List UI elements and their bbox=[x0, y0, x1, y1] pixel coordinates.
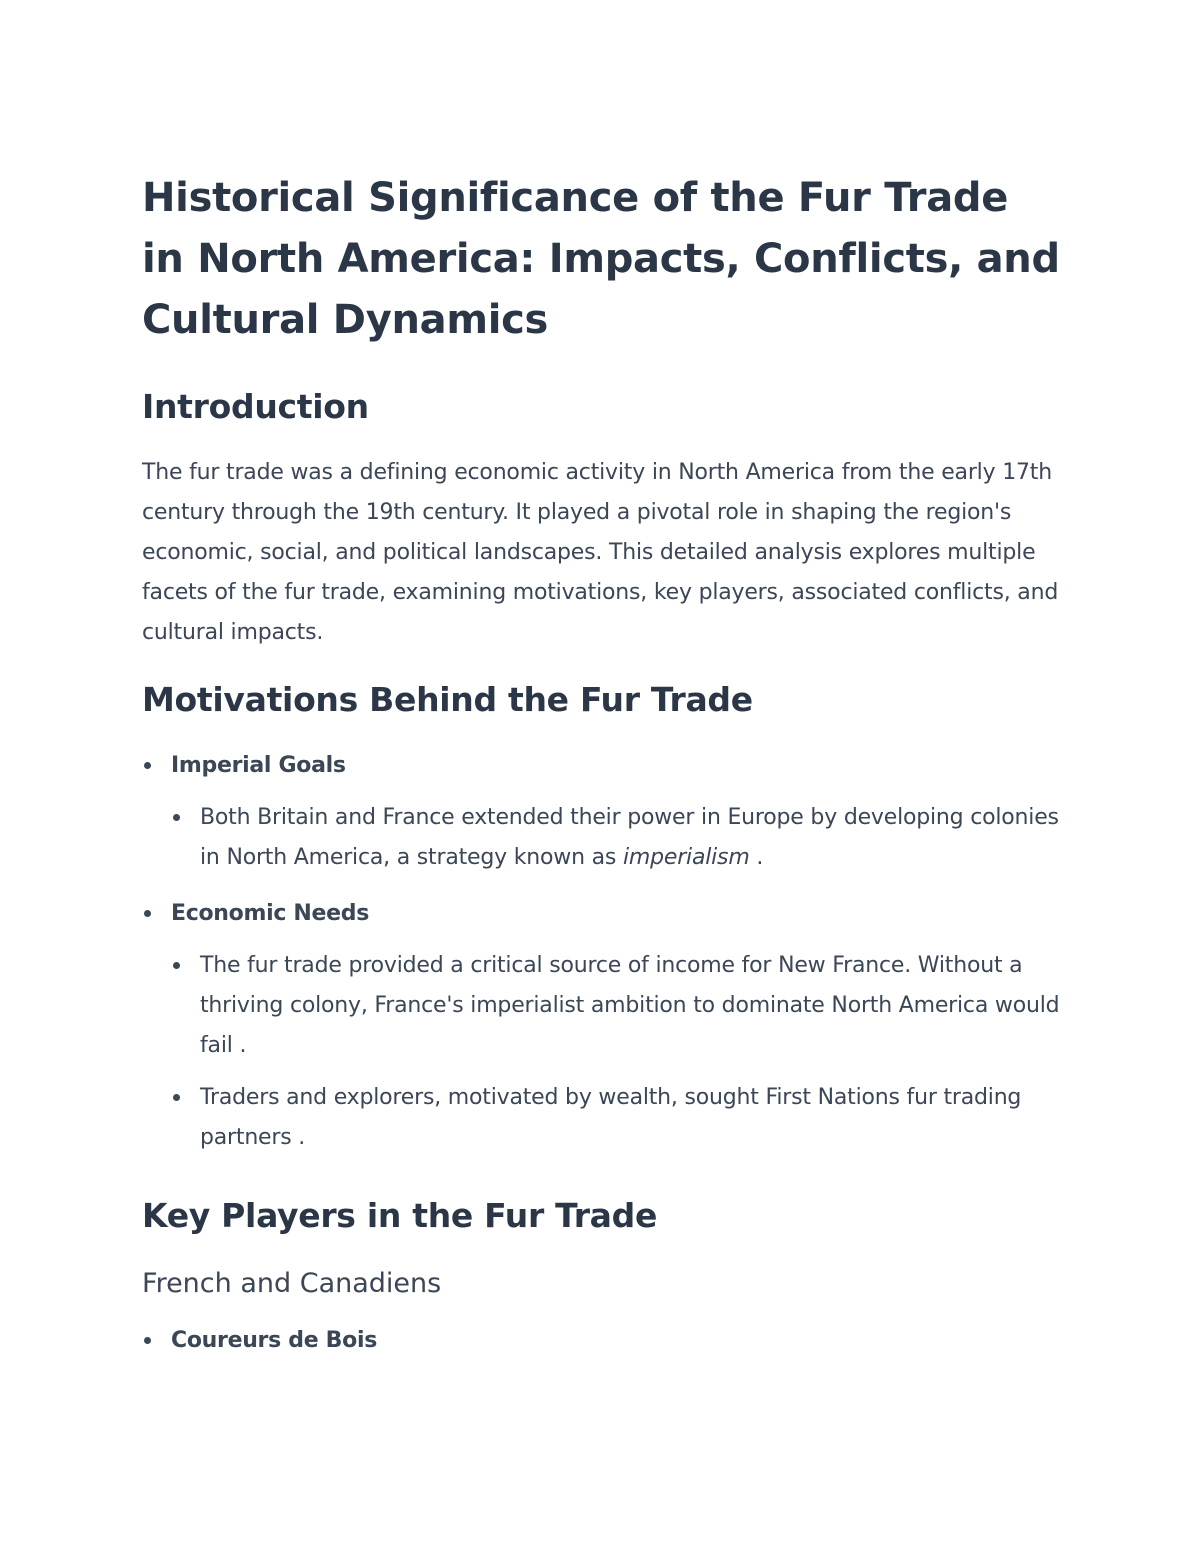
sub-list-item bbox=[171, 798, 1062, 878]
sub-list-item bbox=[171, 1078, 1062, 1158]
bullet-icon bbox=[173, 814, 180, 821]
motivations-list bbox=[142, 746, 1062, 1158]
introduction-paragraph: The fur trade was a defining economic activity in North America from the early 17th century through the 19th century. It played a pivotal role in shaping the region's economic, social, and political landscapes. This detailed analysis explores multiple facets of the fur trade, examining motivations, key players, associated conflicts, and cultural impacts. bbox=[142, 460, 1059, 645]
bullet-icon bbox=[144, 762, 151, 769]
sub-item-text: Traders and explorers, motivated by wealth, sought First Nations fur trading partners . bbox=[200, 1085, 1022, 1150]
list-item-title: Economic Needs bbox=[171, 901, 370, 926]
key-players-list bbox=[142, 1321, 1062, 1361]
sub-item-text: The fur trade provided a critical source of income for New France. Without a thriving colony, France's imperialist ambition to dominate North America would fail . bbox=[200, 953, 1060, 1058]
list-item-coureurs-de-bois bbox=[142, 1321, 1062, 1361]
bullet-icon bbox=[173, 1094, 180, 1101]
list-item-title: Imperial Goals bbox=[171, 753, 346, 778]
sub-item-text-end: . bbox=[749, 845, 764, 870]
section-heading-motivations: Motivations Behind the Fur Trade bbox=[142, 680, 753, 719]
document-title: Historical Significance of the Fur Trade in North America: Impacts, Conflicts, and Cultural Dynamics bbox=[142, 175, 1060, 343]
bullet-icon bbox=[144, 910, 151, 917]
list-item-economic-needs bbox=[142, 894, 1062, 1158]
bullet-icon bbox=[144, 1337, 151, 1344]
list-item-imperial-goals bbox=[142, 746, 1062, 878]
list-item-title: Coureurs de Bois bbox=[171, 1328, 378, 1353]
emphasis-term: imperialism bbox=[622, 845, 750, 870]
subsection-heading-french: French and Canadiens bbox=[142, 1268, 442, 1299]
sub-list bbox=[171, 946, 1062, 1158]
section-heading-key-players: Key Players in the Fur Trade bbox=[142, 1196, 658, 1235]
sub-list-item bbox=[171, 946, 1062, 1066]
document-page bbox=[142, 168, 1062, 1361]
section-heading-introduction: Introduction bbox=[142, 387, 369, 426]
sub-item-text: Both Britain and France extended their power in Europe by developing colonies in North America, a strategy known as bbox=[200, 805, 1059, 870]
bullet-icon bbox=[173, 962, 180, 969]
sub-list bbox=[171, 798, 1062, 878]
